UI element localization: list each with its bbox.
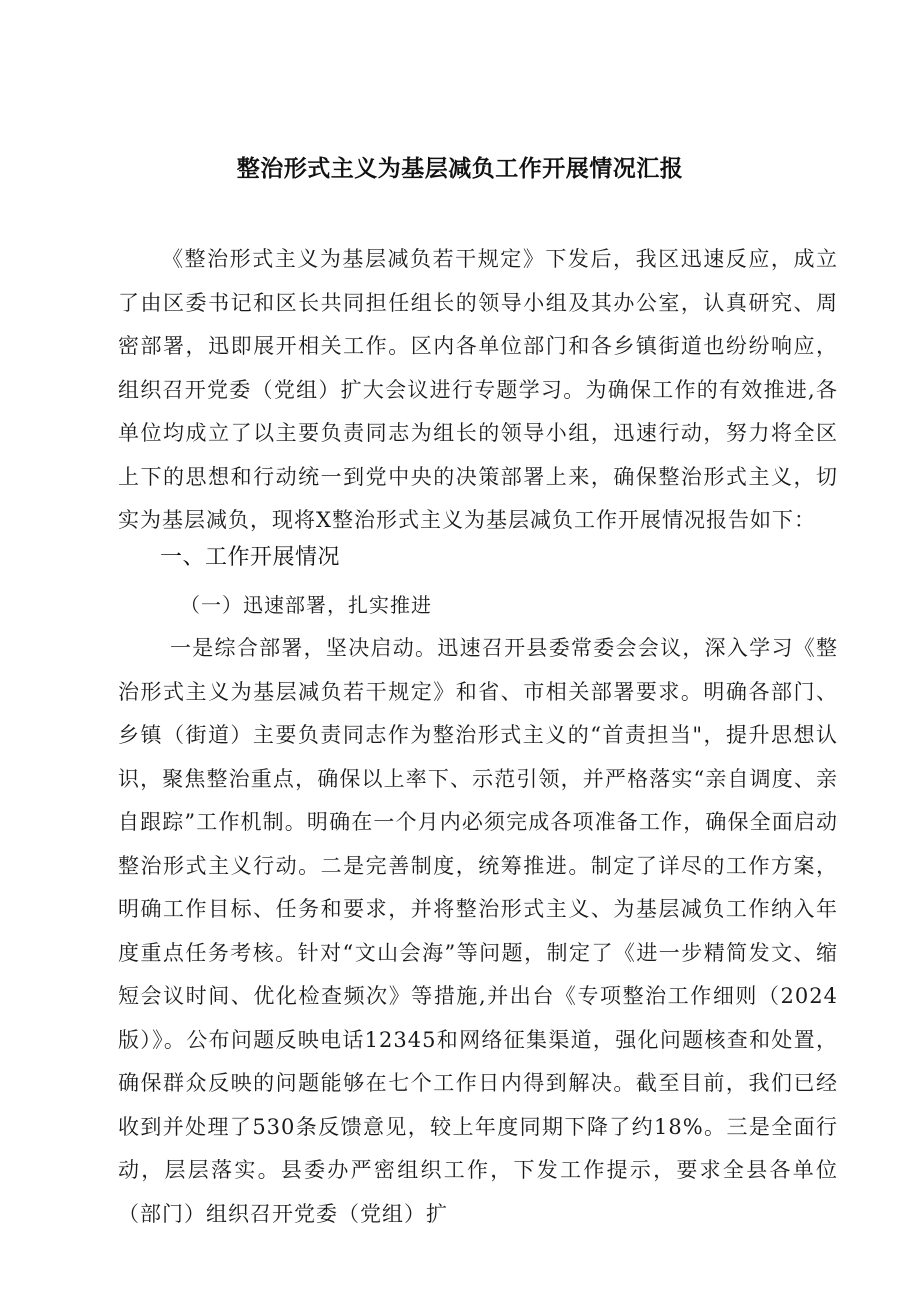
subsection-paragraph: 一是综合部署，坚决启动。迅速召开县委常委会会议，深入学习《整治形式主义为基层减负若干规定》和省、市相关部署要求。明确各部门、乡镇（街道）主要负责同志作为整治形式主义的“首责担当"，提升思想认识，聚焦整治重点，确保以上率下、示范引领，并严格落实“亲自调度、亲自跟踪”工作机制。明确在一个月内必须完成各项准备工作，确保全面启动整治形式主义行动。二是完善制度，统筹推进。制定了详尽的工作方案，明确工作目标、任务和要求，并将整治形式主义、为基层减负工作纳入年度重点任务考核。针对“文山会海”等问题，制定了《进一步精简发文、缩短会议时间、优化检查频次》等措施,并出台《专项整治工作细则（2024版）》。公布问题反映电话12345和网络征集渠道，强化问题核查和处置，确保群众反映的问题能够在七个工作日内得到解决。截至目前，我们已经收到并处理了530条反馈意见，较上年度同期下降了约18%。三是全面行动，层层落实。县委办严密组织工作，下发工作提示，要求全县各单位（部门）组织召开党委（党组）扩 — [118, 636, 838, 1226]
intro-paragraph-block — [118, 238, 838, 543]
subsection-paragraph-block — [118, 627, 838, 1236]
section-heading: 一、工作开展情况 — [160, 545, 341, 570]
intro-paragraph: 《整治形式主义为基层减负若干规定》下发后，我区迅速反应，成立了由区委书记和区长共同担任组长的领导小组及其办公室，认真研究、周密部署，迅即展开相关工作。区内各单位部门和各乡镇街道也纷纷响应，组织召开党委（党组）扩大会议进行专题学习。为确保工作的有效推进,各单位均成立了以主要负责同志为组长的领导小组，迅速行动，努力将全区上下的思想和行动统一到党中央的决策部署上来，确保整治形式主义，切实为基层减负，现将X整治形式主义为基层减负工作开展情况报告如下： — [118, 247, 838, 532]
page-title: 整治形式主义为基层减负工作开展情况汇报 — [236, 156, 684, 182]
subsection-heading: （一）迅速部署，扎实推进 — [180, 593, 432, 617]
